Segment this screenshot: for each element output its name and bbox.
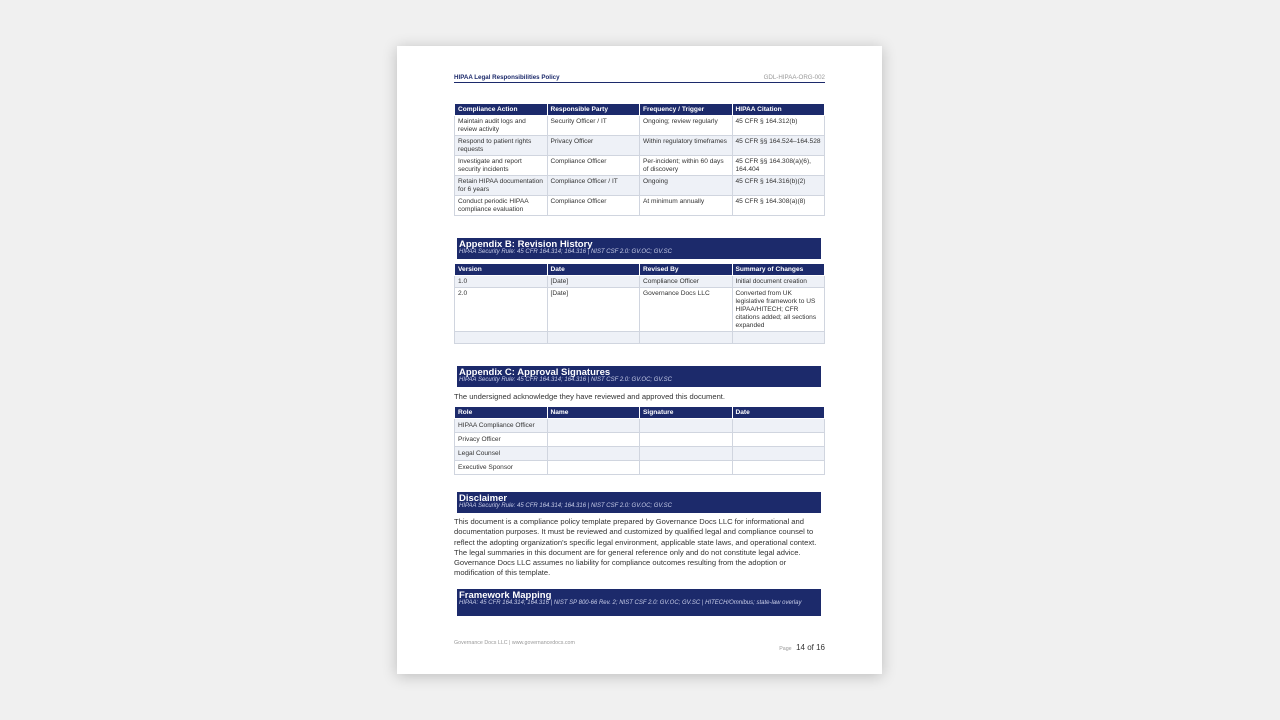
table-cell: [640, 461, 733, 475]
document-code: GDL-HIPAA-ORG-002: [763, 74, 825, 81]
table-cell: [732, 433, 825, 447]
table-cell: 45 CFR § 164.308(a)(8): [732, 196, 825, 216]
table-cell: 45 CFR §§ 164.308(a)(6), 164.404: [732, 156, 825, 176]
table-row: [455, 196, 825, 216]
column-header: Responsible Party: [547, 104, 640, 116]
table-cell: Governance Docs LLC: [640, 288, 733, 332]
table-cell: Initial document creation: [732, 276, 825, 288]
table-row: [455, 116, 825, 136]
table-cell: [732, 332, 825, 344]
table-cell: Investigate and report security incidents: [455, 156, 548, 176]
table-cell: [640, 419, 733, 433]
compliance-table: [454, 103, 825, 216]
table-cell: Compliance Officer / IT: [547, 176, 640, 196]
section-title: Appendix B: Revision History: [459, 239, 593, 250]
table-row: [455, 176, 825, 196]
table-row: [455, 156, 825, 176]
section-title: Framework Mapping: [459, 590, 552, 601]
table-cell: [547, 332, 640, 344]
table-cell: [547, 433, 640, 447]
section-title: Appendix C: Approval Signatures: [459, 367, 611, 378]
column-header: Summary of Changes: [732, 264, 825, 276]
table-cell: Ongoing; review regularly: [640, 116, 733, 136]
section-heading-framework-mapping: [457, 589, 821, 616]
table-cell: [640, 433, 733, 447]
section-heading-disclaimer: [457, 492, 821, 513]
revision-history-table: [454, 263, 825, 344]
table-cell: At minimum annually: [640, 196, 733, 216]
section-subtitle: HIPAA Security Rule: 45 CFR 164.314; 164.316 | NIST CSF 2.0: GV.OC; GV.SC: [459, 503, 672, 509]
section-heading-appendix-b: [457, 238, 821, 259]
table-row: [455, 136, 825, 156]
table-cell: Executive Sponsor: [455, 461, 548, 475]
table-row: [455, 433, 825, 447]
document-title: HIPAA Legal Responsibilities Policy: [454, 74, 560, 81]
table-cell: Compliance Officer: [547, 196, 640, 216]
page-number: [779, 637, 825, 655]
section-subtitle: HIPAA: 45 CFR 164.314; 164.316 | NIST SP 800-66 Rev. 2; NIST CSF 2.0: GV.OC; GV.SC | HITECH/Omnibus; state-law overlay: [459, 600, 802, 606]
page-header: [454, 74, 825, 83]
table-cell: Maintain audit logs and review activity: [455, 116, 548, 136]
column-header: Compliance Action: [455, 104, 548, 116]
table-cell: Within regulatory timeframes: [640, 136, 733, 156]
table-cell: Respond to patient rights requests: [455, 136, 548, 156]
column-header: Date: [547, 264, 640, 276]
table-cell: [732, 447, 825, 461]
table-row: [455, 276, 825, 288]
table-row: [455, 332, 825, 344]
document-page: [397, 46, 882, 674]
column-header: Frequency / Trigger: [640, 104, 733, 116]
column-header: Date: [732, 407, 825, 419]
page-count: 14 of 16: [796, 643, 825, 652]
disclaimer-text: This document is a compliance policy template prepared by Governance Docs LLC for informational and documentation purposes. It must be reviewed and customized by qualified legal and compliance counsel to reflect the adopting organization's specific legal environment, applicable state laws, and operational context. The legal summaries in this document are for general reference only and do not constitute legal advice. Governance Docs LLC assumes no liability for compliance outcomes resulting from the adoption or modification of this template.: [454, 517, 817, 578]
table-cell: [547, 419, 640, 433]
approval-intro: The undersigned acknowledge they have reviewed and approved this document.: [454, 392, 726, 401]
section-subtitle: HIPAA Security Rule: 45 CFR 164.314; 164.316 | NIST CSF 2.0: GV.OC; GV.SC: [459, 249, 672, 255]
table-cell: 45 CFR § 164.316(b)(2): [732, 176, 825, 196]
table-row: [455, 288, 825, 332]
table-cell: Privacy Officer: [455, 433, 548, 447]
table-cell: Conduct periodic HIPAA compliance evaluation: [455, 196, 548, 216]
table-row: [455, 447, 825, 461]
column-header: Revised By: [640, 264, 733, 276]
table-cell: 45 CFR § 164.312(b): [732, 116, 825, 136]
table-cell: Security Officer / IT: [547, 116, 640, 136]
section-subtitle: HIPAA Security Rule: 45 CFR 164.314; 164.316 | NIST CSF 2.0: GV.OC; GV.SC: [459, 377, 672, 383]
approval-signatures-table: [454, 406, 825, 475]
table-row: [455, 419, 825, 433]
table-cell: [Date]: [547, 276, 640, 288]
table-cell: 2.0: [455, 288, 548, 332]
section-title: Disclaimer: [459, 493, 508, 504]
table-cell: Converted from UK legislative framework to US HIPAA/HITECH; CFR citations added; all sections expanded: [732, 288, 825, 332]
table-cell: 45 CFR §§ 164.524–164.528: [732, 136, 825, 156]
table-cell: [547, 447, 640, 461]
table-cell: [732, 419, 825, 433]
column-header: Role: [455, 407, 548, 419]
table-cell: [732, 461, 825, 475]
table-cell: Legal Counsel: [455, 447, 548, 461]
page-label: Page: [779, 646, 792, 652]
column-header: Name: [547, 407, 640, 419]
table-cell: HIPAA Compliance Officer: [455, 419, 548, 433]
footer-company: Governance Docs LLC | www.governancedocs.com: [454, 640, 575, 646]
column-header: Version: [455, 264, 548, 276]
section-heading-appendix-c: [457, 366, 821, 387]
table-cell: 1.0: [455, 276, 548, 288]
table-cell: [640, 447, 733, 461]
table-cell: [Date]: [547, 288, 640, 332]
table-cell: [640, 332, 733, 344]
table-cell: Compliance Officer: [547, 156, 640, 176]
column-header: Signature: [640, 407, 733, 419]
table-cell: [455, 332, 548, 344]
table-row: [455, 461, 825, 475]
column-header: HIPAA Citation: [732, 104, 825, 116]
table-cell: [547, 461, 640, 475]
table-cell: Compliance Officer: [640, 276, 733, 288]
table-cell: Retain HIPAA documentation for 6 years: [455, 176, 548, 196]
table-cell: Privacy Officer: [547, 136, 640, 156]
table-cell: Ongoing: [640, 176, 733, 196]
table-cell: Per-incident; within 60 days of discovery: [640, 156, 733, 176]
